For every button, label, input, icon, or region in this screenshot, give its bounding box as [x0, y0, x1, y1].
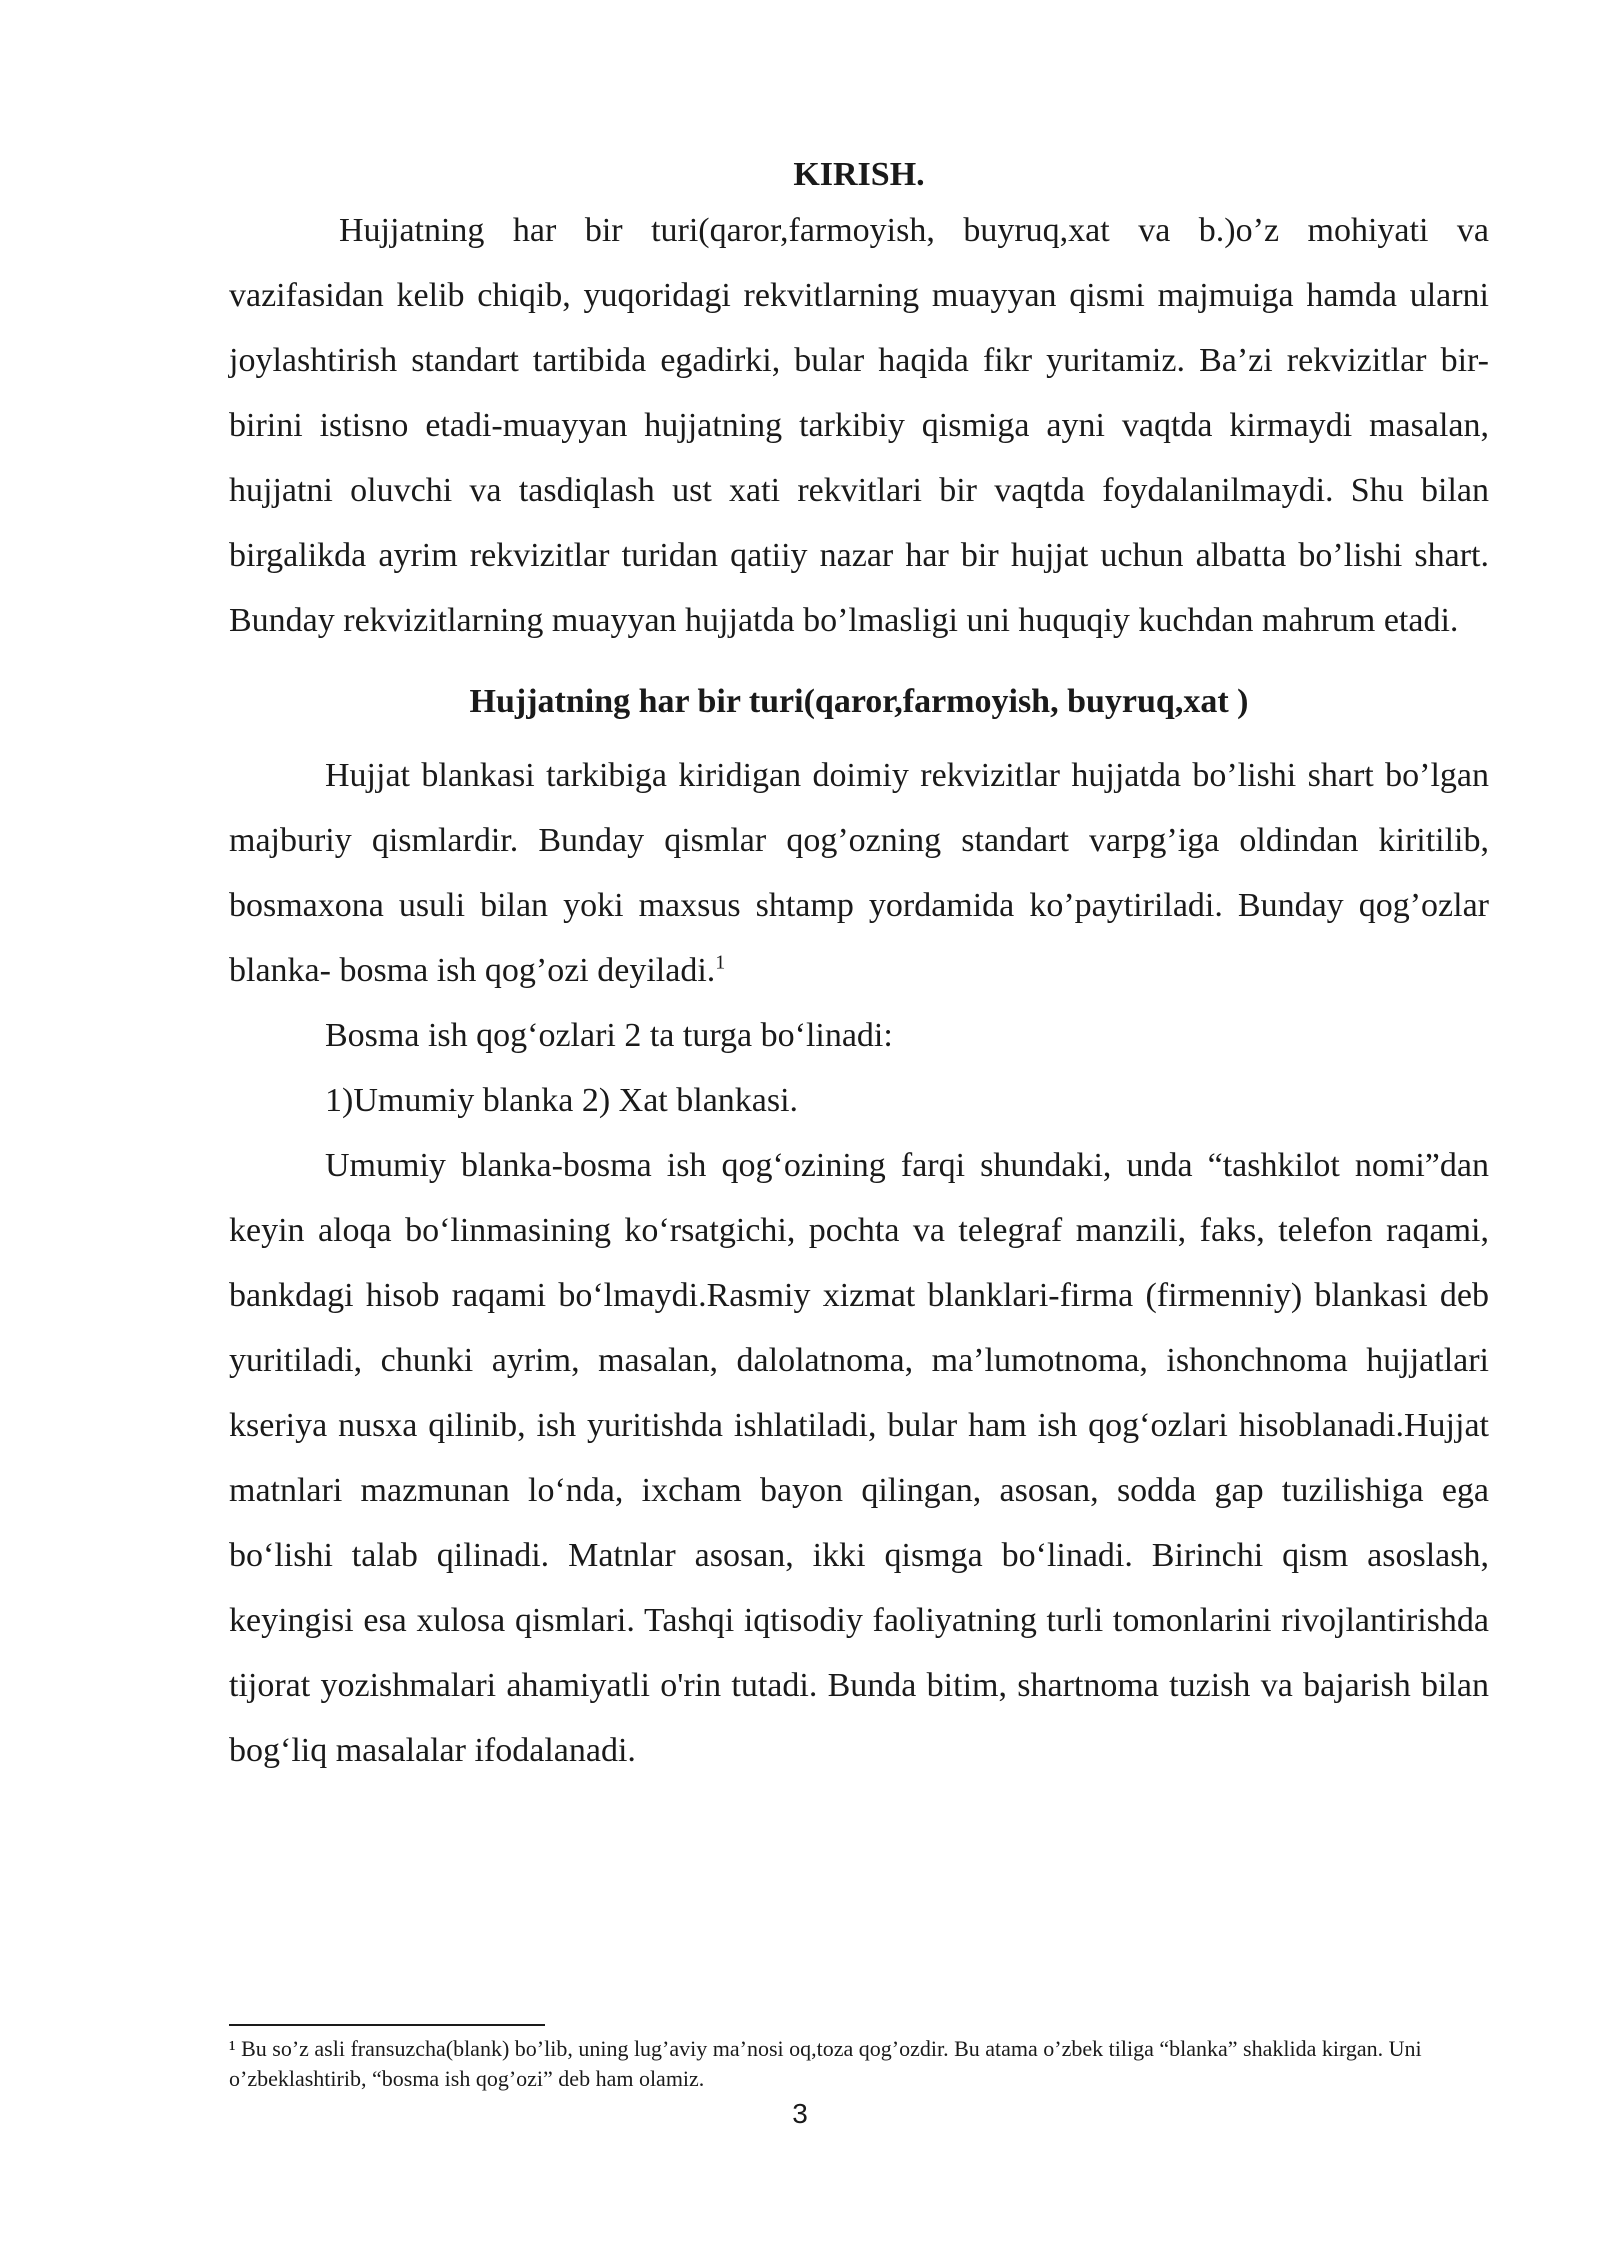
footnote-divider: [229, 2024, 545, 2026]
paragraph-types: Bosma ish qog‘ozlari 2 ta turga bo‘linadi:: [325, 1017, 893, 1054]
footnote-text: ¹ Bu so’z asli fransuzcha(blank) bo’lib, uning lug’aviy ma’nosi oq,toza qog’ozdir. Bu atama o’zbek tiliga “blanka” shaklida kirgan. Uni o’zbeklashtirib, “bosma ish qog’ozi” deb ham olamiz.: [229, 2036, 1422, 2091]
section-subheading: Hujjatning har bir turi(qaror,farmoyish, buyruq,xat ): [469, 683, 1249, 720]
page-heading: KIRISH.: [793, 156, 925, 193]
paragraph-blank-requisites: [229, 743, 1489, 1003]
paragraph-type-list: 1)Umumiy blanka 2) Xat blankasi.: [325, 1082, 799, 1119]
document-body: [229, 152, 1489, 1783]
footnote-reference[interactable]: 1: [715, 951, 726, 974]
intro-paragraph: Hujjatning har bir turi(qaror,farmoyish, buyruq,xat va b.)o’z mohiyati va vazifasidan kelib chiqib, yuqoridagi rekvitlarning muayyan qismi majmuiga hamda ularni joylashtirish standart tartibida egadirki, bular haqida fikr yuritamiz. Ba’zi rekvizitlar bir-birini istisno etadi-muayyan hujjatning tarkibiy qismiga ayni vaqtda kirmaydi masalan, hujjatni oluvchi va tasdiqlash ust xati rekvitlari bir vaqtda foydalanilmaydi. Shu bilan birgalikda ayrim rekvizitlar turidan qatiiy nazar har bir hujjat uchun albatta bo’lishi shart. Bunday rekvizitlarning muayyan hujjatda bo’lmasligi uni huquqiy kuchdan mahrum etadi.: [229, 212, 1489, 639]
page-number: 3: [792, 2098, 808, 2129]
paragraph-general-blank: Umumiy blanka-bosma ish qog‘ozining farqi shundaki, unda “tashkilot nomi”dan keyin aloqa bo‘linmasining ko‘rsatgichi, pochta va telegraf manzili, faks, telefon raqami, bankdagi hisob raqami bo‘lmaydi.Rasmiy xizmat blanklari-firma (firmenniy) blankasi deb yuritiladi, chunki ayrim, masalan, dalolatnoma, ma’lumotnoma, ishonchnoma hujjatlari kseriya nusxa qilinib, ish yuritishda ishlatiladi, bular ham ish qog‘ozlari hisoblanadi.Hujjat matnlari mazmunan lo‘nda, ixcham bayon qilingan, asosan, sodda gap tuzilishiga ega bo‘lishi talab qilinadi. Matnlar asosan, ikki qismga bo‘linadi. Birinchi qism asoslash, keyingisi esa xulosa qismlari. Tashqi iqtisodiy faoliyatning turli tomonlarini rivojlantirishda tijorat yozishmalari ahamiyatli o'rin tutadi. Bunda bitim, shartnoma tuzish va bajarish bilan bog‘liq masalalar ifodalanadi.: [229, 1147, 1489, 1769]
paragraph-blank-requisites-text: Hujjat blankasi tarkibiga kiridigan doimiy rekvizitlar hujjatda bo’lishi shart bo’lgan majburiy qismlardir. Bunday qismlar qog’ozning standart varpg’iga oldindan kiritilib, bosmaxona usuli bilan yoki maxsus shtamp yordamida ko’paytiriladi. Bunday qog’ozlar blanka- bosma ish qog’ozi deyiladi.: [229, 757, 1489, 989]
